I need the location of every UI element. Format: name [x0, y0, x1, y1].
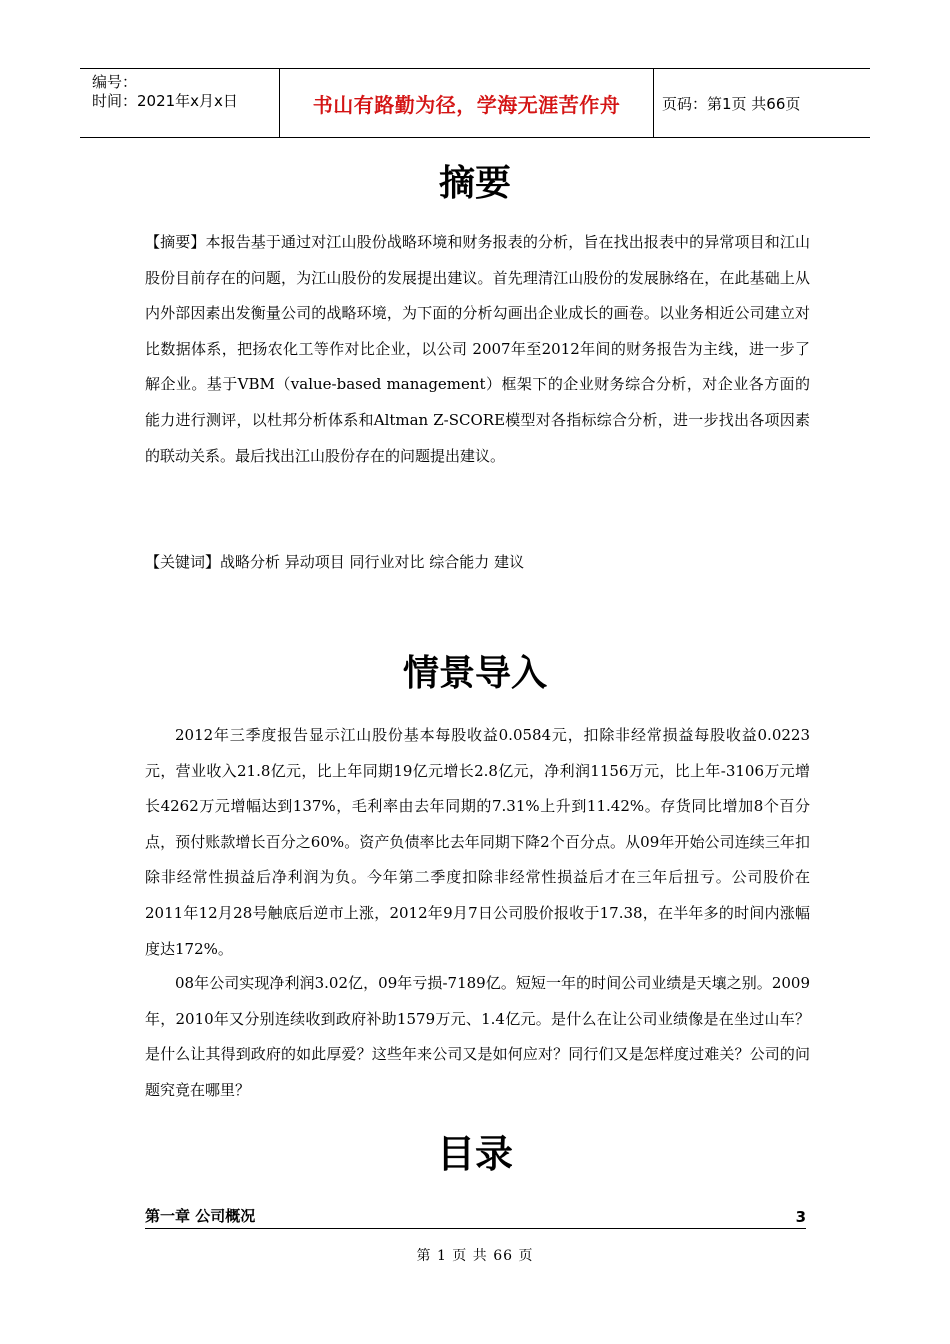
toc-entry[interactable] [145, 1204, 806, 1229]
header-motto: 书山有路勤为径，学海无涯苦作舟 [280, 69, 654, 137]
toc-title: 目录 [436, 1132, 513, 1176]
page-footer: 第 1 页 共 66 页 [416, 1248, 534, 1264]
date-label: 时间：2021年x月x日 [92, 92, 238, 110]
abstract-title: 摘要 [438, 163, 511, 204]
keywords: 【关键词】战略分析 异动项目 同行业对比 综合能力 建议 [145, 553, 525, 571]
intro-paragraph-2: 08年公司实现净利润3.02亿，09年亏损-7189亿。短短一年的时间公司业绩是天壤之别。2009年，2010年又分别连续收到政府补助1579万元、1.4亿元。是什么在让公司业绩像是在坐过山车？是什么让其得到政府的如此厚爱？这些年来公司又是如何应对？同行们又是怎样度过难关？公司的问题究竟在哪里？ [145, 974, 810, 1099]
number-label: 编号： [92, 73, 138, 91]
intro-paragraph-1: 2012年三季度报告显示江山股份基本每股收益0.0584元，扣除非经常损益每股收益0.0223元，营业收入21.8亿元，比上年同期19亿元增长2.8亿元，净利润1156万元，比上年-3106万元增长4262万元增幅达到137%，毛利率由去年同期的7.31%上升到11.42%。存货同比增加8个百分点，预付账款增长百分之60%。资产负债率比去年同期下降2个百分点。从09年开始公司连续三年扣除非经常性损益后净利润为负。今年第二季度扣除非经常性损益后才在三年后扭亏。公司股价在2011年12月28号触底后逆市上涨，2012年9月7日公司股价报收于17.38，在半年多的时间内涨幅度达172%。 [145, 726, 810, 958]
header-meta [80, 69, 280, 137]
page-header [80, 68, 870, 138]
toc-entry-page: 3 [795, 1208, 806, 1226]
intro-title: 情景导入 [402, 653, 547, 694]
toc-entry-label: 第一章 公司概况 [145, 1207, 256, 1225]
header-page-info: 页码：第1页 共66页 [662, 94, 801, 113]
abstract-body: 【摘要】本报告基于通过对江山股份战略环境和财务报表的分析，旨在找出报表中的异常项目和江山股份目前存在的问题，为江山股份的发展提出建议。首先理清江山股份的发展脉络在，在此基础上从内外部因素出发衡量公司的战略环境，为下面的分析勾画出企业成长的画卷。以业务相近公司建立对比数据体系，把扬农化工等作对比企业，以公司 2007年至2012年间的财务报告为主线，进一步了解企业。基于VBM（value-based management）框架下的企业财务综合分析，对企业各方面的能力进行测评，以杜邦分析体系和Altman Z-SCORE模型对各指标综合分析，进一步找出各项因素的联动关系。最后找出江山股份存在的问题提出建议。 [145, 233, 810, 465]
